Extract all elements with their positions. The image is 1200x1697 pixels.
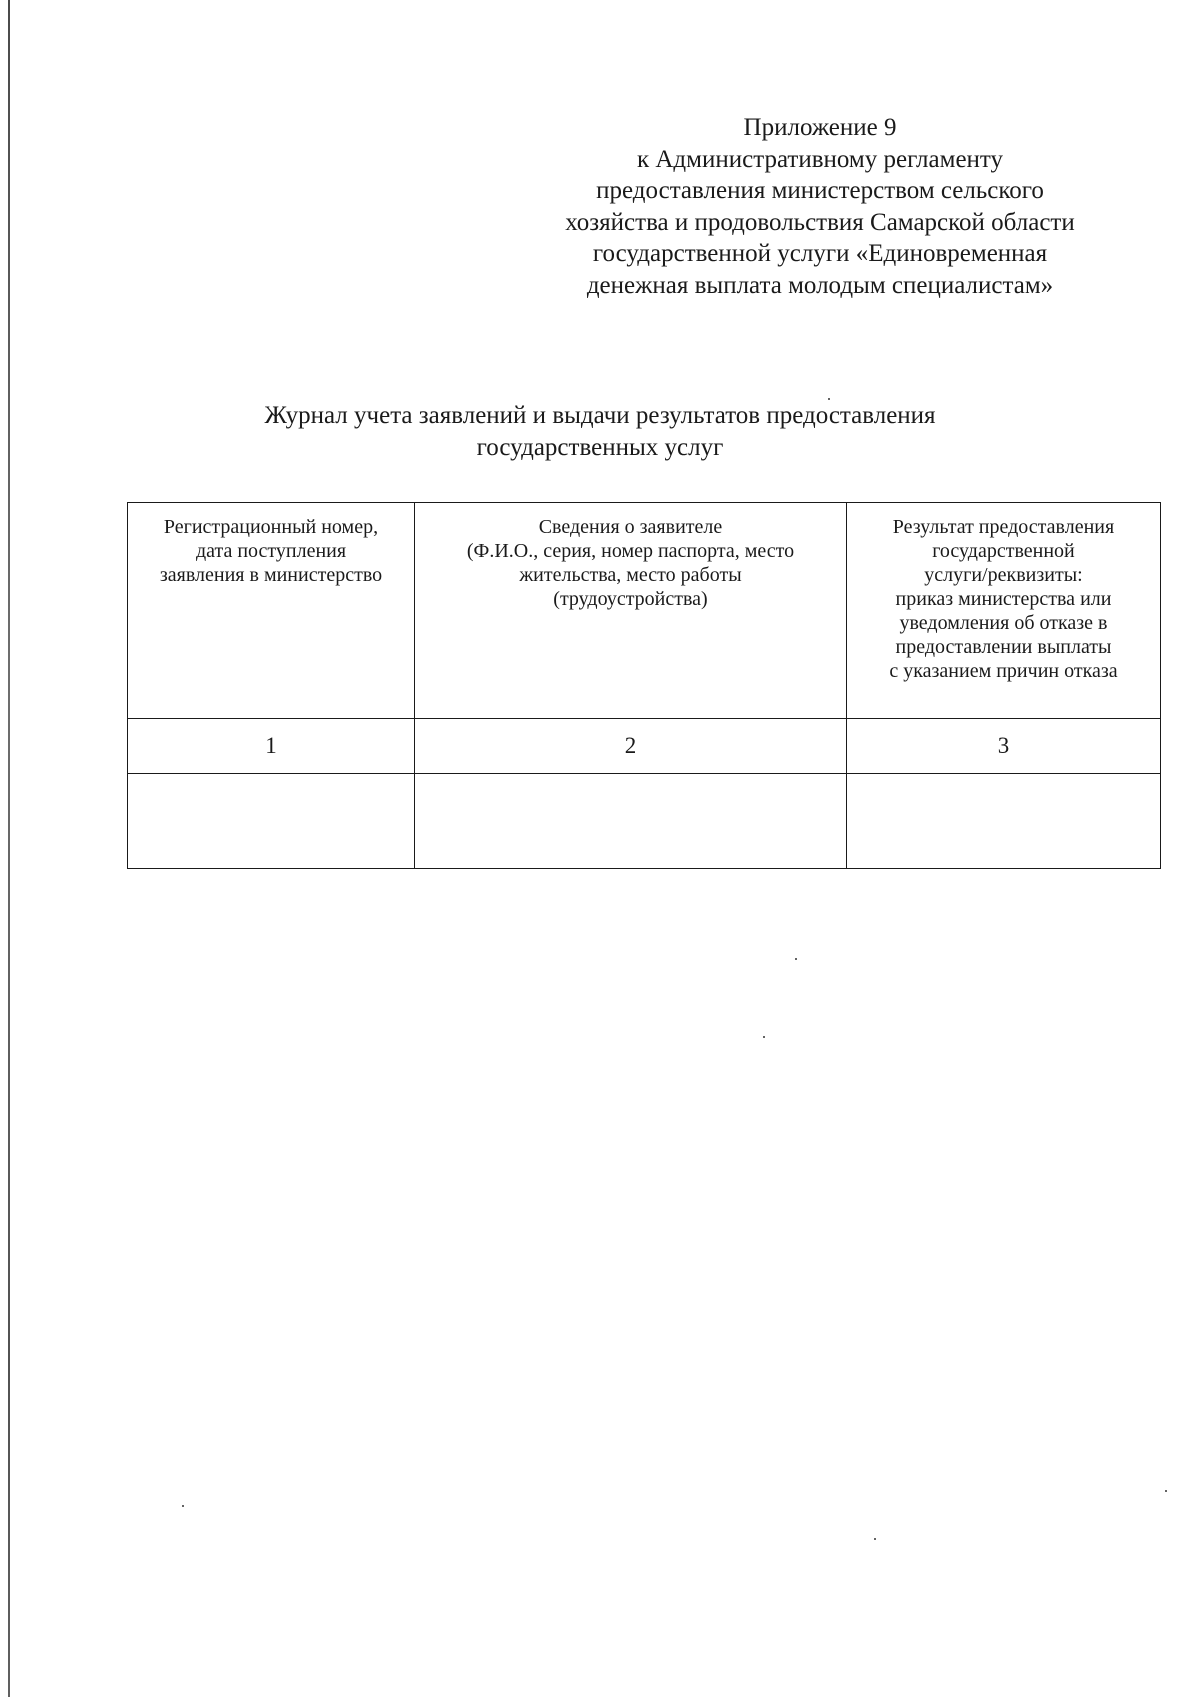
scan-edge-line — [8, 0, 10, 1697]
header-cell-applicant — [415, 503, 847, 719]
header-line: заявления в министерство — [159, 564, 383, 586]
header-line: жительства, место работы — [519, 564, 742, 586]
header-line: уведомления об отказе в — [899, 612, 1108, 634]
header-line: услуги/реквизиты: — [924, 564, 1083, 586]
scan-speck — [182, 1505, 184, 1507]
empty-cell — [128, 774, 415, 869]
appendix-line: хозяйства и продовольствия Самарской области — [565, 208, 1075, 236]
empty-cell — [415, 774, 847, 869]
appendix-header — [520, 112, 1120, 301]
column-number: 3 — [847, 719, 1161, 774]
scan-speck — [874, 1538, 876, 1540]
header-line: (Ф.И.О., серия, номер паспорта, место — [466, 540, 795, 562]
empty-entry-row — [128, 774, 1161, 869]
scan-speck — [1165, 1490, 1167, 1492]
scan-speck — [763, 1036, 765, 1038]
empty-cell — [847, 774, 1161, 869]
header-line: Результат предоставления — [892, 516, 1115, 538]
journal-title — [150, 400, 1050, 464]
header-cell-result — [847, 503, 1161, 719]
appendix-line: предоставления министерством сельского — [596, 177, 1044, 204]
column-number-row — [128, 719, 1161, 774]
appendix-line: денежная выплата молодым специалистам» — [586, 271, 1054, 299]
journal-table — [127, 502, 1161, 869]
scan-speck — [795, 958, 797, 960]
header-line: государственной — [932, 540, 1075, 562]
header-line: дата поступления — [195, 540, 347, 562]
journal-title-line: государственных услуг — [476, 434, 724, 461]
header-line: с указанием причин отказа — [889, 660, 1118, 682]
header-line: приказ министерства или — [895, 588, 1112, 610]
journal-title-line: Журнал учета заявлений и выдачи результатов предоставления — [264, 402, 936, 429]
table-header-row — [128, 503, 1161, 719]
header-line: предоставлении выплаты — [895, 636, 1112, 658]
header-cell-registration — [128, 503, 415, 719]
column-number: 2 — [415, 719, 847, 774]
scan-speck — [828, 398, 830, 400]
header-line: Регистрационный номер, — [163, 516, 379, 538]
header-line: (трудоустройства) — [553, 588, 708, 610]
column-number: 1 — [128, 719, 415, 774]
appendix-line: государственной услуги «Единовременная — [592, 240, 1048, 267]
header-line: Сведения о заявителе — [538, 516, 723, 538]
appendix-line: к Административному регламенту — [636, 145, 1004, 173]
appendix-line: Приложение 9 — [743, 114, 897, 141]
